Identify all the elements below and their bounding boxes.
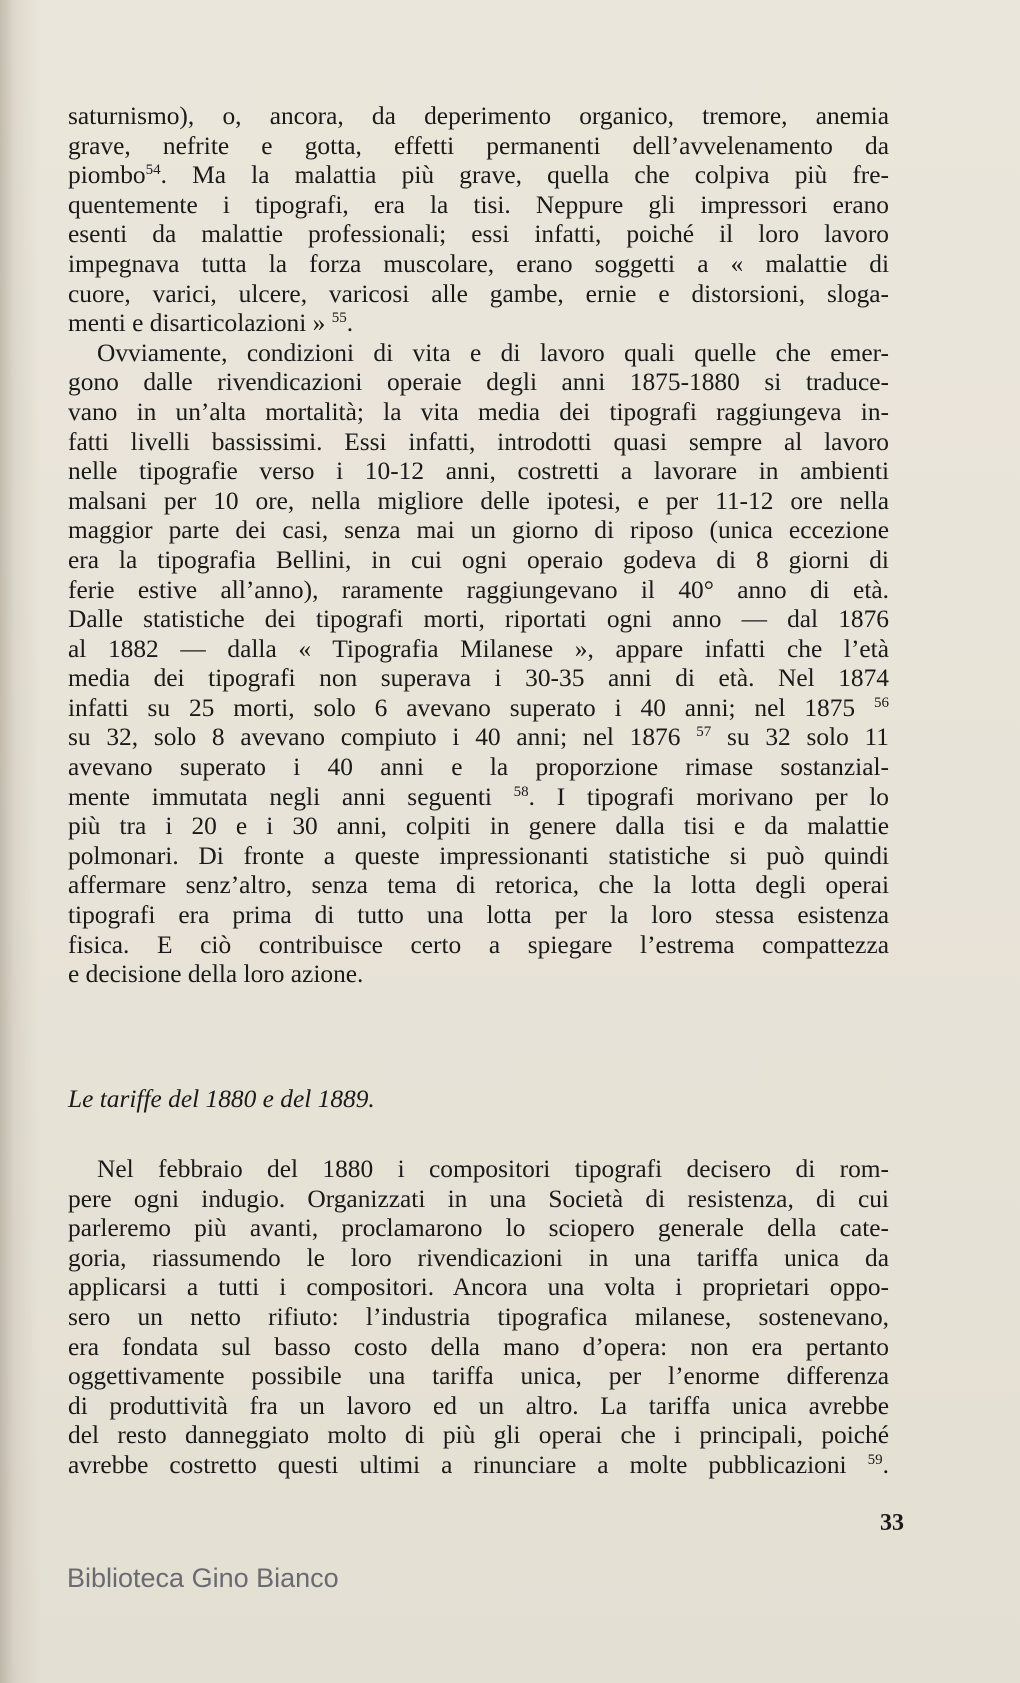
text-fragment: avrebbe costretto questi ultimi a rinunciare a molte pubblicazioni <box>68 1450 847 1479</box>
text-line <box>68 1451 889 1481</box>
text-line: saturnismo), o, ancora, da deperimento organico, tremore, anemia <box>68 102 889 130</box>
body-text-top <box>68 102 889 990</box>
footnote-ref: 58 <box>513 783 529 800</box>
text-line: pere ogni indugio. Organizzati in una Società di resistenza, di cui <box>68 1184 889 1213</box>
text-line: gono dalle rivendicazioni operaie degli anni 1875-1880 si traduce- <box>68 368 889 397</box>
text-fragment: menti e disarticolazioni » <box>68 309 326 338</box>
text-line <box>68 783 889 813</box>
text-line <box>68 309 889 339</box>
text-line: maggior parte dei casi, senza mai un giorno di riposo (unica eccezione <box>68 516 889 545</box>
text-line: Ovviamente, condizioni di vita e di lavoro quali quelle che emer- <box>97 338 889 367</box>
text-line: esenti da malattie professionali; essi infatti, poiché il loro lavoro <box>68 220 889 249</box>
footnote-ref: 55 <box>331 310 347 327</box>
text-line: al 1882 — dalla « Tipografia Milanese », appare infatti che l’età <box>68 634 889 663</box>
text-line: del resto danneggiato molto di più gli operai che i principali, poiché <box>68 1421 889 1450</box>
text-line: più tra i 20 e i 30 anni, colpiti in genere dalla tisi e da malattie <box>68 812 889 841</box>
text-fragment: . <box>346 309 354 338</box>
text-fragment: piombo <box>68 161 146 190</box>
text-line: era fondata sul basso costo della mano d’opera: non era pertanto <box>68 1332 889 1361</box>
text-line: affermare senz’altro, senza tema di retorica, che la lotta degli operai <box>68 871 889 900</box>
text-line: nelle tipografie verso i 10-12 anni, costretti a lavorare in ambienti <box>68 457 889 486</box>
text-line: fatti livelli bassissimi. Essi infatti, introdotti quasi sempre al lavoro <box>68 427 889 456</box>
text-line: vano in un’alta mortalità; la vita media dei tipografi raggiungeva in- <box>68 397 889 426</box>
text-fragment: . <box>882 1450 889 1479</box>
text-line: di produttività fra un lavoro ed un altro. La tariffa unica avrebbe <box>68 1391 889 1420</box>
text-line: parleremo più avanti, proclamarono lo sciopero generale della cate- <box>68 1214 889 1243</box>
text-fragment: su 32 solo 11 <box>711 723 889 752</box>
text-fragment: . Ma la malattia più grave, quella che colpiva più fre- <box>160 161 889 190</box>
text-line: impegnava tutta la forza muscolare, erano soggetti a « malattie di <box>68 249 889 278</box>
text-line <box>68 694 889 724</box>
text-line: sero un netto rifiuto: l’industria tipografica milanese, sostenevano, <box>68 1302 889 1331</box>
text-line: ferie estive all’anno), raramente raggiungevano il 40° anno di età. <box>68 575 889 604</box>
text-line: applicarsi a tutti i compositori. Ancora una volta i proprietari oppo- <box>68 1273 889 1302</box>
section-heading: Le tariffe del 1880 e del 1889. <box>68 1085 375 1113</box>
text-line: grave, nefrite e gotta, effetti permanenti dell’avvelenamento da <box>68 131 889 160</box>
footnote-ref: 59 <box>867 1451 883 1468</box>
body-text-bottom <box>68 1155 889 1481</box>
text-fragment: infatti su 25 morti, solo 6 avevano superato i 40 anni; nel 1875 <box>68 693 856 722</box>
text-line: media dei tipografi non superava i 30-35 anni di età. Nel 1874 <box>68 664 889 693</box>
text-line: Dalle statistiche dei tipografi morti, riportati ogni anno — dal 1876 <box>68 605 889 634</box>
library-watermark: Biblioteca Gino Bianco <box>67 1563 339 1593</box>
text-line: quentemente i tipografi, era la tisi. Neppure gli impressori erano <box>68 190 889 219</box>
text-fragment: . I tipografi morivano per lo <box>528 782 889 811</box>
text-line <box>68 161 889 191</box>
text-line: goria, riassumendo le loro rivendicazioni in una tariffa unica da <box>68 1243 889 1272</box>
footnote-ref: 56 <box>874 694 889 711</box>
text-line: Nel febbraio del 1880 i compositori tipografi decisero di rom- <box>97 1155 889 1183</box>
text-line: oggettivamente possibile una tariffa unica, per l’enorme differenza <box>68 1362 889 1391</box>
text-line: malsani per 10 ore, nella migliore delle ipotesi, e per 11-12 ore nella <box>68 486 889 515</box>
text-line: polmonari. Di fronte a queste impressionanti statistiche si può quindi <box>68 841 889 870</box>
text-line: fisica. E ciò contribuisce certo a spiegare l’estrema compattezza <box>68 930 889 959</box>
text-line: era la tipografia Bellini, in cui ogni operaio godeva di 8 giorni di <box>68 545 889 574</box>
text-line: tipografi era prima di tutto una lotta per la loro stessa esistenza <box>68 901 889 930</box>
footnote-ref: 57 <box>696 724 712 741</box>
text-line <box>68 723 889 753</box>
text-fragment: mente immutata negli anni seguenti <box>68 782 492 811</box>
text-line: avevano superato i 40 anni e la proporzione rimase sostanzial- <box>68 753 889 782</box>
text-fragment: su 32, solo 8 avevano compiuto i 40 anni; nel 1876 <box>68 723 681 752</box>
text-line: cuore, varici, ulcere, varicosi alle gambe, ernie e distorsioni, sloga- <box>68 279 889 308</box>
text-line: e decisione della loro azione. <box>68 960 364 989</box>
page-number: 33 <box>880 1510 904 1536</box>
footnote-ref: 54 <box>145 162 161 179</box>
